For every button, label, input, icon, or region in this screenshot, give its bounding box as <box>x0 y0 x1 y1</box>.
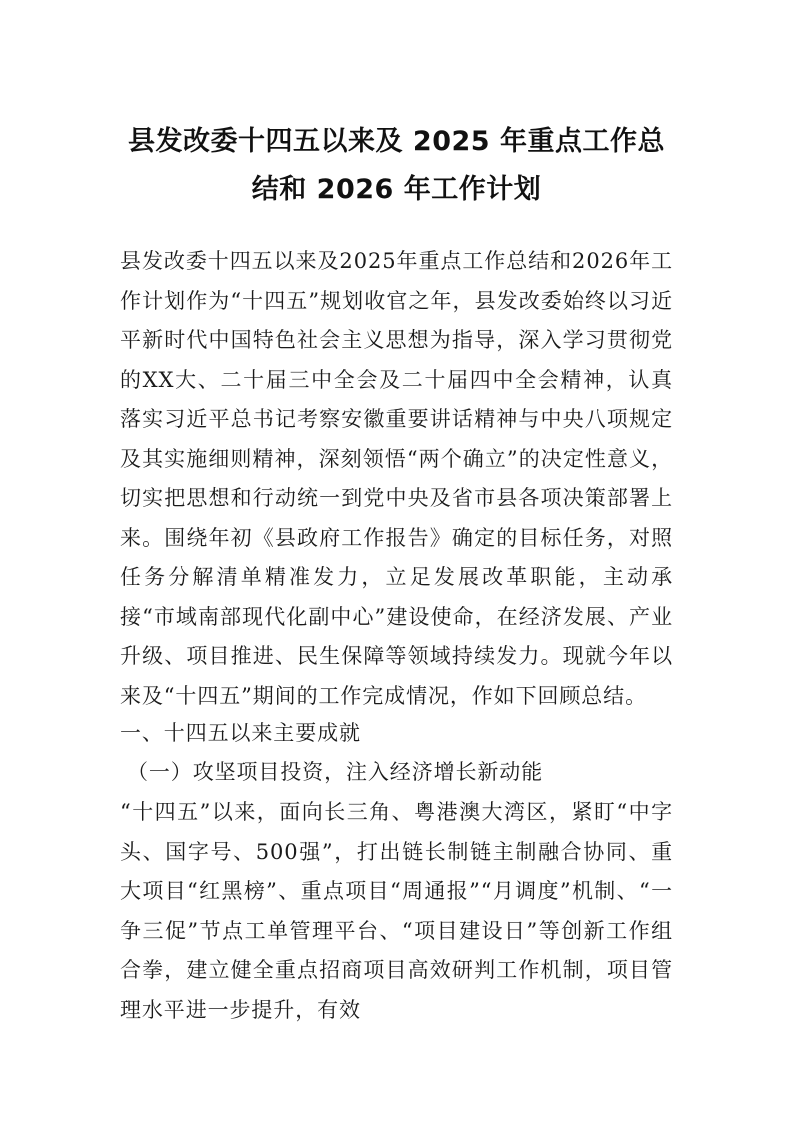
body-paragraph: “十四五”以来，面向长三角、粤港澳大湾区，紧盯“中字头、国字号、500强”，打出链长制链主制融合协同、重大项目“红黑榜”、重点项目“周通报”“月调度”机制、“一争三促”节点工单管理平台、“项目建设日”等创新工作组合拳，建立健全重点招商项目高效研判工作机制，项目管理水平进一步提升，有效 <box>120 800 673 1022</box>
subsection-heading: （一）攻坚项目投资，注入经济增长新动能 <box>127 760 544 784</box>
document-title-line-2: 结和 2026 年工作计划 <box>251 174 542 205</box>
document-title-line-1: 县发改委十四五以来及 2025 年重点工作总 <box>128 126 665 157</box>
intro-paragraph: 县发改委十四五以来及2025年重点工作总结和2026年工作计划作为“十四五”规划收官之年，县发改委始终以习近平新时代中国特色社会主义思想为指导，深入学习贯彻党的XX大、二十届三中全会及二十届四中全会精神，认真落实习近平总书记考察安徽重要讲话精神与中央八项规定及其实施细则精神，深刻领悟“两个确立”的决定性意义，切实把思想和行动统一到党中央及省市县各项决策部署上来。围绕年初《县政府工作报告》确定的目标任务，对照任务分解清单精准发力，立足发展改革职能，主动承接“市域南部现代化副中心”建设使命，在经济发展、产业升级、项目推进、民生保障等领域持续发力。现就今年以来及“十四五”期间的工作完成情况，作如下回顾总结。 <box>120 249 673 708</box>
section-heading: 一、十四五以来主要成就 <box>120 721 361 745</box>
